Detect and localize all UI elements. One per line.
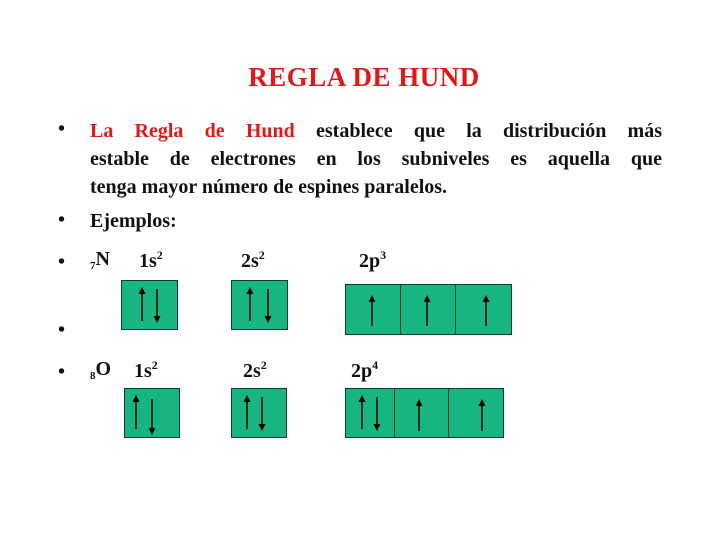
- oxygen-2p-orbital-box: [345, 388, 504, 438]
- orbital-level: 2p: [359, 250, 381, 272]
- bullet-marker: •: [58, 118, 66, 140]
- nitrogen-1s-label: [139, 248, 163, 273]
- oxygen-1s-label: [134, 358, 158, 383]
- slide-title: REGLA DE HUND: [248, 62, 480, 92]
- spin-arrows-icon: [346, 389, 503, 437]
- orbital-exponent: 3: [380, 248, 387, 262]
- nitrogen-atomic-number: 7: [90, 260, 96, 272]
- spin-arrows-icon: [125, 389, 179, 437]
- spin-arrows-icon: [232, 389, 286, 437]
- definition-line-2: estable de electrones en los subniveles es aquella que: [90, 148, 662, 170]
- nitrogen-2p-label: [359, 248, 386, 273]
- nitrogen-2s-label: [241, 248, 265, 273]
- orbital-exponent: 2: [260, 358, 267, 372]
- definition-line-1-rest: establece que la distribución más: [316, 120, 662, 142]
- nitrogen-symbol: N: [95, 248, 110, 270]
- spin-arrows-icon: [232, 281, 287, 329]
- bullet-marker: •: [58, 319, 66, 341]
- orbital-exponent: 2: [151, 358, 158, 372]
- oxygen-symbol: O: [95, 358, 112, 380]
- spin-arrows-icon: [346, 285, 511, 334]
- orbital-level: 1s: [139, 250, 157, 272]
- bullet-marker: •: [58, 251, 66, 273]
- definition-line-3: tenga mayor número de espines paralelos.: [90, 176, 448, 198]
- bullet-marker: •: [58, 209, 66, 231]
- orbital-level: 2s: [243, 360, 261, 382]
- orbital-level: 2p: [351, 360, 373, 382]
- nitrogen-2p-orbital-box: [345, 284, 512, 335]
- nitrogen-element: [90, 248, 110, 272]
- oxygen-atomic-number: 8: [90, 370, 96, 382]
- orbital-exponent: 2: [258, 248, 265, 262]
- definition-line-1: [90, 117, 662, 145]
- spin-arrows-icon: [122, 281, 177, 329]
- orbital-level: 1s: [134, 360, 152, 382]
- orbital-level: 2s: [241, 250, 259, 272]
- oxygen-2p-label: [351, 358, 378, 383]
- hund-rule-highlight: La Regla de Hund: [90, 120, 295, 142]
- examples-label: Ejemplos:: [90, 210, 177, 232]
- nitrogen-2s-orbital-box: [231, 280, 288, 330]
- bullet-marker: •: [58, 361, 66, 383]
- oxygen-1s-orbital-box: [124, 388, 180, 438]
- nitrogen-1s-orbital-box: [121, 280, 178, 330]
- oxygen-2s-orbital-box: [231, 388, 287, 438]
- oxygen-2s-label: [243, 358, 267, 383]
- definition-paragraph: [90, 117, 662, 201]
- orbital-exponent: 2: [156, 248, 163, 262]
- orbital-exponent: 4: [372, 358, 379, 372]
- oxygen-element: [90, 358, 111, 382]
